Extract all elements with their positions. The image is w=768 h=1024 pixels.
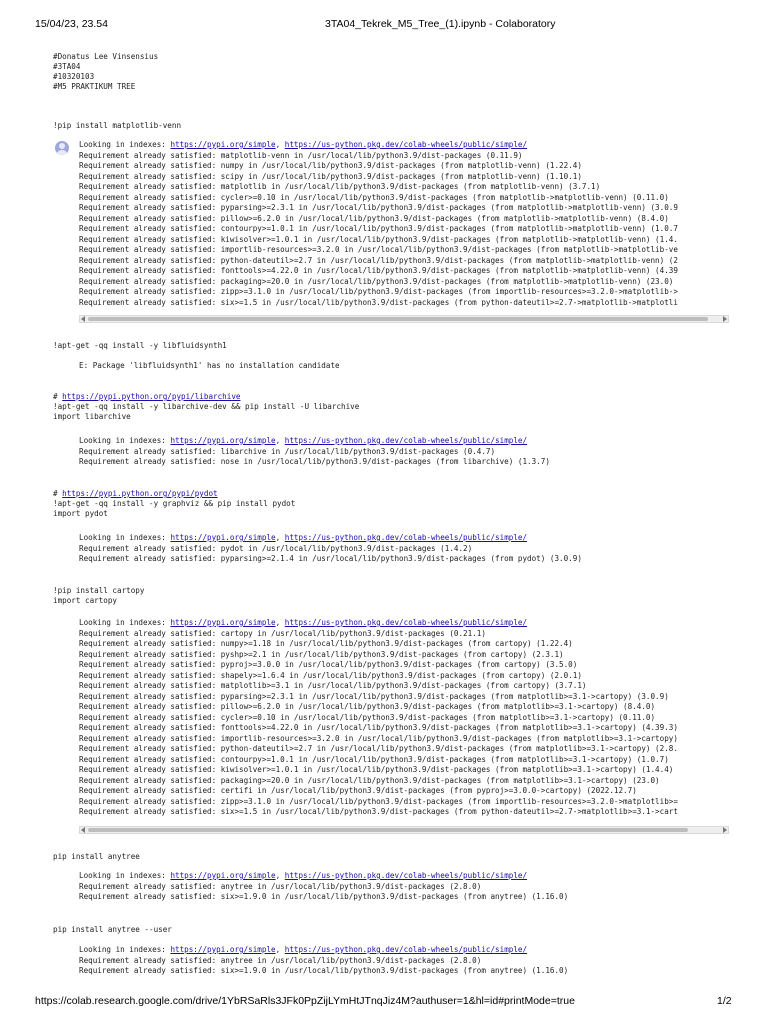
output-line: Requirement already satisfied: certifi in /usr/local/lib/python3.9/dist-packages (from pyproj>=3.0.0->cartopy) (2022.12.7) [79, 786, 637, 795]
indexes-line [79, 618, 729, 629]
page-title: 3TA04_Tekrek_M5_Tree_(1).ipynb - Colaboratory [325, 18, 556, 30]
output-line: E: Package 'libfluidsynth1' has no installation candidate [79, 361, 340, 370]
output-line: Requirement already satisfied: six>=1.9.0 in /usr/local/lib/python3.9/dist-packages (from anytree) (1.16.0) [79, 966, 569, 975]
code-line: !pip install matplotlib-venn [53, 121, 182, 130]
output-line: Requirement already satisfied: pyshp>=2.1 in /usr/local/lib/python3.9/dist-packages (from cartopy) (2.3.1) [79, 649, 564, 659]
cell-output [79, 361, 729, 372]
output-line: Requirement already satisfied: numpy>=1.18 in /usr/local/lib/python3.9/dist-packages (from cartopy) (1.22.4) [79, 639, 573, 648]
output-line: Requirement already satisfied: pyproj>=3.0.0 in /usr/local/lib/python3.9/dist-packages (from cartopy) (3.5.0) [79, 660, 578, 669]
code-comment [53, 392, 359, 402]
code-cell[interactable] [53, 586, 144, 606]
comment-link[interactable]: https://pypi.python.org/pypi/pydot [62, 489, 218, 498]
code-cell[interactable] [53, 392, 359, 422]
indexes-prefix: Looking in indexes: [79, 945, 171, 954]
output-line: Requirement already satisfied: packaging>=20.0 in /usr/local/lib/python3.9/dist-packages (from matplotlib->matplotlib-venn) (23.0) [79, 276, 674, 286]
output-line: Requirement already satisfied: cycler>=0.10 in /usr/local/lib/python3.9/dist-packages (from matplotlib->matplotlib-venn) (0.11.0) [79, 192, 669, 202]
output-line: Requirement already satisfied: numpy in /usr/local/lib/python3.9/dist-packages (from matplotlib-venn) (1.22.4) [79, 161, 582, 170]
code-line: !apt-get -qq install -y libfluidsynth1 [53, 341, 227, 350]
output-line: Requirement already satisfied: fonttools>=4.22.0 in /usr/local/lib/python3.9/dist-packages (from matplotlib->matplotlib-venn) (4.39 [79, 266, 678, 275]
print-datetime: 15/04/23, 23.54 [35, 18, 108, 30]
code-line: !apt-get -qq install -y graphviz && pip install pydot [53, 499, 296, 508]
output-line: Requirement already satisfied: six>=1.9.0 in /usr/local/lib/python3.9/dist-packages (from anytree) (1.16.0) [79, 892, 569, 901]
colab-wheels-link[interactable]: https://us-python.pkg.dev/colab-wheels/public/simple/ [284, 618, 528, 627]
output-line: Requirement already satisfied: packaging>=20.0 in /usr/local/lib/python3.9/dist-packages (from matplotlib>=3.1->cartopy) (23.0) [79, 775, 660, 785]
colab-wheels-link[interactable]: https://us-python.pkg.dev/colab-wheels/public/simple/ [284, 436, 528, 445]
indexes-line [79, 945, 729, 956]
output-line: Requirement already satisfied: cycler>=0.10 in /usr/local/lib/python3.9/dist-packages (from matplotlib>=3.1->cartopy) (0.11.0) [79, 712, 656, 722]
output-line: Requirement already satisfied: pyparsing>=2.3.1 in /usr/local/lib/python3.9/dist-packages (from matplotlib->matplotlib-venn) (3.0.9 [79, 203, 678, 212]
output-line: Requirement already satisfied: importlib-resources>=3.2.0 in /usr/local/lib/python3.9/dist-packages (from matplotlib->matplotlib-ve [79, 245, 678, 254]
output-line: Requirement already satisfied: kiwisolver>=1.0.1 in /usr/local/lib/python3.9/dist-packages (from matplotlib->matplotlib-venn) (1.4. [79, 234, 678, 244]
code-cell[interactable] [53, 925, 172, 935]
comment-prefix: # [53, 392, 63, 401]
output-line: Requirement already satisfied: zipp>=3.1.0 in /usr/local/lib/python3.9/dist-packages (from importlib-resources>=3.2.0->matplotlib-> [79, 287, 678, 296]
code-line: #Donatus Lee Vinsensius [53, 52, 159, 61]
code-line: import pydot [53, 509, 108, 518]
output-line: Requirement already satisfied: python-dateutil>=2.7 in /usr/local/lib/python3.9/dist-packages (from matplotlib->matplotlib-venn) (2 [79, 255, 678, 265]
indexes-line [79, 871, 729, 882]
output-line: Requirement already satisfied: cartopy in /usr/local/lib/python3.9/dist-packages (0.21.1) [79, 628, 486, 638]
comment-prefix: # [53, 489, 63, 498]
indexes-prefix: Looking in indexes: [79, 533, 171, 542]
indexes-prefix: Looking in indexes: [79, 140, 171, 149]
output-line: Requirement already satisfied: pydot in /usr/local/lib/python3.9/dist-packages (1.4.2) [79, 543, 473, 553]
cell-output [79, 618, 729, 818]
output-line: Requirement already satisfied: pillow>=6.2.0 in /usr/local/lib/python3.9/dist-packages (from matplotlib>=3.1->cartopy) (8.4.0) [79, 702, 656, 711]
output-line: Requirement already satisfied: libarchive in /usr/local/lib/python3.9/dist-packages (0.4.7) [79, 446, 496, 456]
output-line: Requirement already satisfied: contourpy>=1.0.1 in /usr/local/lib/python3.9/dist-packages (from matplotlib->matplotlib-venn) (1.0.7 [79, 224, 678, 233]
colab-wheels-link[interactable]: https://us-python.pkg.dev/colab-wheels/public/simple/ [284, 871, 528, 880]
scroll-right-arrow-icon[interactable] [723, 316, 727, 322]
link-separator: , [275, 945, 285, 954]
output-line: Requirement already satisfied: six>=1.5 in /usr/local/lib/python3.9/dist-packages (from python-dateutil>=2.7->matplotlib->matplotli [79, 297, 678, 307]
code-line: #M5 PRAKTIKUM TREE [53, 82, 136, 91]
link-separator: , [275, 618, 285, 627]
code-line: import libarchive [53, 412, 131, 421]
output-line: Requirement already satisfied: anytree in /usr/local/lib/python3.9/dist-packages (2.8.0) [79, 955, 482, 965]
scroll-left-arrow-icon[interactable] [81, 827, 85, 833]
pypi-link[interactable]: https://pypi.org/simple [170, 436, 276, 445]
code-cell[interactable] [53, 341, 227, 351]
pypi-link[interactable]: https://pypi.org/simple [170, 871, 276, 880]
scrollbar-thumb[interactable] [88, 317, 708, 321]
code-line: #3TA04 [53, 62, 81, 71]
link-separator: , [275, 140, 285, 149]
code-line: #10320103 [53, 72, 95, 81]
output-line: Requirement already satisfied: importlib-resources>=3.2.0 in /usr/local/lib/python3.9/dist-packages (from matplotlib>=3.1->cartopy) [79, 733, 678, 743]
code-cell[interactable] [53, 489, 295, 519]
page-number: 1/2 [717, 995, 732, 1007]
code-line: import cartopy [53, 596, 118, 605]
code-line: !pip install cartopy [53, 586, 145, 595]
horizontal-scrollbar[interactable] [79, 826, 729, 834]
code-line: pip install anytree [53, 852, 140, 861]
output-line: Requirement already satisfied: nose in /usr/local/lib/python3.9/dist-packages (from libarchive) (1.3.7) [79, 457, 550, 466]
output-line: Requirement already satisfied: contourpy>=1.0.1 in /usr/local/lib/python3.9/dist-packages (from matplotlib>=3.1->cartopy) (1.0.7) [79, 754, 669, 764]
cell-output [79, 436, 729, 468]
colab-wheels-link[interactable]: https://us-python.pkg.dev/colab-wheels/public/simple/ [284, 140, 528, 149]
link-separator: , [275, 436, 285, 445]
link-separator: , [275, 533, 285, 542]
horizontal-scrollbar[interactable] [79, 315, 729, 323]
output-line: Requirement already satisfied: pyparsing>=2.3.1 in /usr/local/lib/python3.9/dist-packages (from matplotlib>=3.1->cartopy) (3.0.9) [79, 691, 669, 701]
scroll-right-arrow-icon[interactable] [723, 827, 727, 833]
link-separator: , [275, 871, 285, 880]
output-line: Requirement already satisfied: shapely>=1.6.4 in /usr/local/lib/python3.9/dist-packages (from cartopy) (2.0.1) [79, 670, 582, 680]
page-url: https://colab.research.google.com/drive/1YbRSaRls3JFk0PpZijLYmHtJTnqJiz4M?authuser=1&hl=id#printMode=true [35, 995, 575, 1007]
indexes-prefix: Looking in indexes: [79, 871, 171, 880]
indexes-line [79, 140, 729, 151]
scrollbar-thumb[interactable] [88, 828, 688, 832]
output-line: Requirement already satisfied: scipy in /usr/local/lib/python3.9/dist-packages (from matplotlib-venn) (1.10.1) [79, 171, 582, 181]
cell-output [79, 945, 729, 977]
indexes-prefix: Looking in indexes: [79, 436, 171, 445]
indexes-line [79, 436, 729, 447]
output-line: Requirement already satisfied: pillow>=6.2.0 in /usr/local/lib/python3.9/dist-packages (from matplotlib->matplotlib-venn) (8.4.0) [79, 213, 669, 223]
code-cell[interactable] [53, 852, 140, 862]
user-avatar-icon [55, 141, 69, 155]
cell-output [79, 871, 729, 903]
pypi-link[interactable]: https://pypi.org/simple [170, 618, 276, 627]
pypi-link[interactable]: https://pypi.org/simple [170, 533, 276, 542]
indexes-line [79, 533, 729, 544]
output-line: Requirement already satisfied: fonttools>=4.22.0 in /usr/local/lib/python3.9/dist-packages (from matplotlib>=3.1->cartopy) (4.39.3) [79, 723, 678, 732]
cell-output [79, 140, 729, 308]
colab-wheels-link[interactable]: https://us-python.pkg.dev/colab-wheels/public/simple/ [284, 945, 528, 954]
pypi-link[interactable]: https://pypi.org/simple [170, 945, 276, 954]
code-cell[interactable] [53, 121, 181, 131]
scroll-left-arrow-icon[interactable] [81, 316, 85, 322]
code-comment [53, 489, 295, 499]
output-line: Requirement already satisfied: pyparsing>=2.1.4 in /usr/local/lib/python3.9/dist-packages (from pydot) (3.0.9) [79, 554, 582, 563]
output-line: Requirement already satisfied: anytree in /usr/local/lib/python3.9/dist-packages (2.8.0) [79, 881, 482, 891]
output-line: Requirement already satisfied: six>=1.5 in /usr/local/lib/python3.9/dist-packages (from python-dateutil>=2.7->matplotlib>=3.1->cart [79, 807, 678, 816]
comment-link[interactable]: https://pypi.python.org/pypi/libarchive [62, 392, 241, 401]
code-line: pip install anytree --user [53, 925, 172, 934]
cell-output [79, 533, 729, 565]
output-line: Requirement already satisfied: matplotlib-venn in /usr/local/lib/python3.9/dist-packages (0.11.9) [79, 150, 523, 160]
code-cell[interactable] [53, 52, 158, 92]
indexes-prefix: Looking in indexes: [79, 618, 171, 627]
output-line: Requirement already satisfied: matplotlib>=3.1 in /usr/local/lib/python3.9/dist-packages (from cartopy) (3.7.1) [79, 681, 587, 690]
output-line: Requirement already satisfied: matplotlib in /usr/local/lib/python3.9/dist-packages (from matplotlib-venn) (3.7.1) [79, 182, 601, 191]
code-line: !apt-get -qq install -y libarchive-dev && pip install -U libarchive [53, 402, 360, 411]
pypi-link[interactable]: https://pypi.org/simple [170, 140, 276, 149]
output-line: Requirement already satisfied: python-dateutil>=2.7 in /usr/local/lib/python3.9/dist-packages (from matplotlib>=3.1->cartopy) (2.8. [79, 744, 678, 753]
output-line: Requirement already satisfied: zipp>=3.1.0 in /usr/local/lib/python3.9/dist-packages (from importlib-resources>=3.2.0->matplotlib>= [79, 796, 678, 806]
colab-wheels-link[interactable]: https://us-python.pkg.dev/colab-wheels/public/simple/ [284, 533, 528, 542]
output-line: Requirement already satisfied: kiwisolver>=1.0.1 in /usr/local/lib/python3.9/dist-packages (from matplotlib>=3.1->cartopy) (1.4.4) [79, 765, 674, 774]
